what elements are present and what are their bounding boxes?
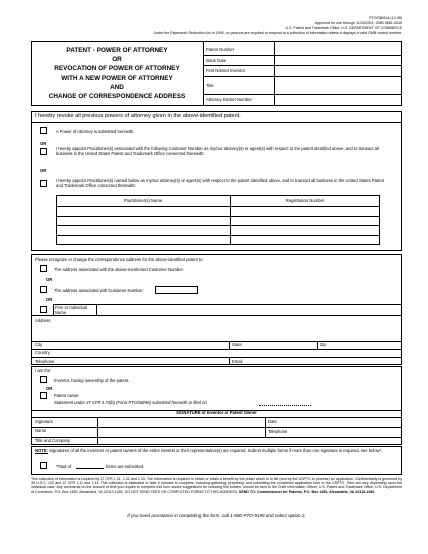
corr-option3-checkbox[interactable] bbox=[40, 306, 47, 313]
first-inventor-field[interactable] bbox=[275, 66, 401, 75]
issue-date-field[interactable] bbox=[275, 56, 401, 64]
total-post: forms are submitted. bbox=[106, 464, 145, 469]
option-b-checkbox[interactable] bbox=[40, 148, 47, 155]
filed-on-line[interactable] bbox=[259, 405, 311, 406]
docket-label: Attorney Docket Number bbox=[206, 97, 252, 102]
title-company-label: Title and Company bbox=[35, 438, 70, 443]
signature-field[interactable] bbox=[98, 418, 264, 426]
corr-or1: OR bbox=[46, 277, 53, 282]
form-id: PTO/SB/81A (12-08) bbox=[369, 16, 402, 20]
firm-label: Firm or Individual Name bbox=[55, 305, 88, 315]
owner-checkbox[interactable] bbox=[40, 392, 47, 399]
total-forms-checkbox[interactable] bbox=[40, 462, 47, 469]
patent-number-field[interactable] bbox=[275, 42, 401, 54]
help-text: If you need assistance in completing the form, call 1-800-PTO-9199 and select option 2. bbox=[127, 513, 306, 518]
title-label: Title bbox=[206, 83, 214, 88]
iam-or: OR bbox=[46, 386, 53, 391]
issue-date-label: Issue Date bbox=[206, 58, 227, 63]
agency-text: U.S. Patent and Trademark Office; U.S. DEPARTMENT OF COMMERCE bbox=[285, 26, 402, 30]
title-line4: WITH A NEW POWER OF ATTORNEY bbox=[61, 74, 173, 82]
send-to: SEND TO: Commissioner for Patents, P.O. Box 1450, Alexandria, VA 22313-1450. bbox=[237, 489, 376, 494]
col-registration-number: Registration Number bbox=[285, 198, 325, 203]
iam-label: I am the: bbox=[35, 368, 52, 373]
title-company-field[interactable] bbox=[98, 438, 401, 444]
name-label: Name bbox=[35, 428, 47, 433]
telephone-label: Telephone bbox=[35, 359, 55, 364]
option-a-text: A Power of Attorney is submitted herewith. bbox=[56, 129, 135, 134]
docket-field[interactable] bbox=[275, 95, 401, 105]
date-label: Date bbox=[268, 419, 277, 424]
state-label: State bbox=[232, 342, 242, 347]
corr-or2: OR bbox=[46, 297, 53, 302]
title-line3: REVOCATION OF POWER OF ATTORNEY bbox=[54, 65, 180, 73]
col-practitioner-name: Practitioner(s) Name bbox=[123, 198, 163, 203]
or-2: OR bbox=[40, 168, 47, 173]
footer-text bbox=[31, 477, 402, 494]
corr-option1-text: The address associated with the above-mentioned Customer Number. bbox=[54, 267, 184, 272]
or-1: OR bbox=[40, 141, 47, 146]
title-line6: CHANGE OF CORRESPONDENCE ADDRESS bbox=[48, 93, 186, 101]
footer-body: This collection of information is required by 37 CFR 1.31, 1.32 and 1.33. The information is required to obtain or retain a benefit by the public which is to file (and by the USPTO to process) an application. Confidentiality is governed by 35 U.S.C. 122 and 37 CFR 1.11 and 1.14. This collection is estimated to take 3 minutes to complete, including gathering, preparing, and submitting the completed application form to the USPTO. Time will vary depending upon the individual case. Any comments on the amount of time you require to complete this form and/or suggestions for reducing this burden, should be sent to the Chief Information Officer, U.S. Patent and Trademark Office, U.S. Department of Commerce, P.O. Box 1450, Alexandria, VA 22313-1450. DO NOT SEND FEES OR COMPLETED FORMS TO THIS ADDRESS. bbox=[31, 477, 402, 494]
address-label: Address bbox=[35, 318, 51, 323]
city-label: City bbox=[35, 342, 43, 347]
sig-telephone-label: Telephone bbox=[268, 429, 288, 434]
address-field[interactable] bbox=[32, 316, 401, 340]
option-b-text: I hereby appoint Practitioner(s) associated with the following Customer Number as my/our attorney(s) or agent(s) with respect to the patent identified above, and to transact all business in the United States Patent and Trademark Office connected therewith: bbox=[56, 146, 379, 156]
total-pre: *Total of bbox=[56, 464, 72, 469]
inventor-text: Inventor, having ownership of the patent. bbox=[54, 378, 130, 383]
corr-option2-checkbox[interactable] bbox=[40, 286, 47, 293]
name-field[interactable] bbox=[98, 428, 264, 436]
patent-number-label: Patent Number bbox=[206, 47, 235, 52]
title-line5: AND bbox=[110, 83, 124, 91]
owner-text: Patent owner. bbox=[54, 393, 80, 398]
corr-intro: Please recognize or change the correspondence address for the above-identified patent to: bbox=[35, 257, 204, 262]
customer-number-field[interactable] bbox=[155, 286, 198, 294]
note-body: Signatures of all the inventors or patent owners of the entire interest or their representative(s) are required. Submit multiple forms if more than one signature is required, see below*. bbox=[48, 448, 383, 453]
inventor-checkbox[interactable] bbox=[40, 376, 47, 383]
period: . bbox=[311, 400, 313, 405]
title-field[interactable] bbox=[275, 77, 401, 93]
note-label: NOTE: bbox=[35, 448, 49, 453]
title-line2: OR bbox=[112, 56, 122, 64]
zip-label: Zip bbox=[320, 342, 326, 347]
country-label: Country bbox=[35, 350, 50, 355]
signature-label: Signature bbox=[35, 419, 53, 424]
firm-field[interactable] bbox=[97, 305, 401, 314]
corr-option1-checkbox[interactable] bbox=[40, 265, 47, 272]
revoke-heading: I hereby revoke all previous powers of attorney given in the above-identified patent. bbox=[35, 113, 241, 119]
pra-notice: Under the Paperwork Reduction Act of 1995, no persons are required to respond to a collection of information unless it displays a valid OMB control number. bbox=[153, 31, 402, 35]
corr-option2-text: The address associated with Customer Number: bbox=[54, 288, 144, 293]
total-forms-field[interactable] bbox=[76, 468, 104, 469]
note-text bbox=[35, 448, 398, 453]
title-line1: PATENT - POWER OF ATTORNEY bbox=[66, 47, 168, 54]
approval-text: Approved for use through 11/30/2011. OMB 0651-0035 bbox=[314, 21, 402, 25]
signature-heading: SIGNATURE of Inventor or Patent Owner bbox=[176, 410, 257, 415]
option-c-checkbox[interactable] bbox=[40, 180, 47, 187]
first-inventor-label: First Named Inventor bbox=[206, 68, 246, 73]
option-a-checkbox[interactable] bbox=[40, 127, 47, 134]
email-label: Email bbox=[232, 359, 243, 364]
statement-text: Statement under 37 CFR 3.73(b) (Form PTO/SB/96) submitted herewith or filed on bbox=[54, 400, 207, 405]
option-c-text: I hereby appoint Practitioner(s) named below as my/our attorney(s) or agent(s) with respect to the patent identified above, and to transact all business in the United States Patent and Trademark Office connected therewith: bbox=[56, 178, 384, 188]
form-title bbox=[31, 46, 203, 101]
